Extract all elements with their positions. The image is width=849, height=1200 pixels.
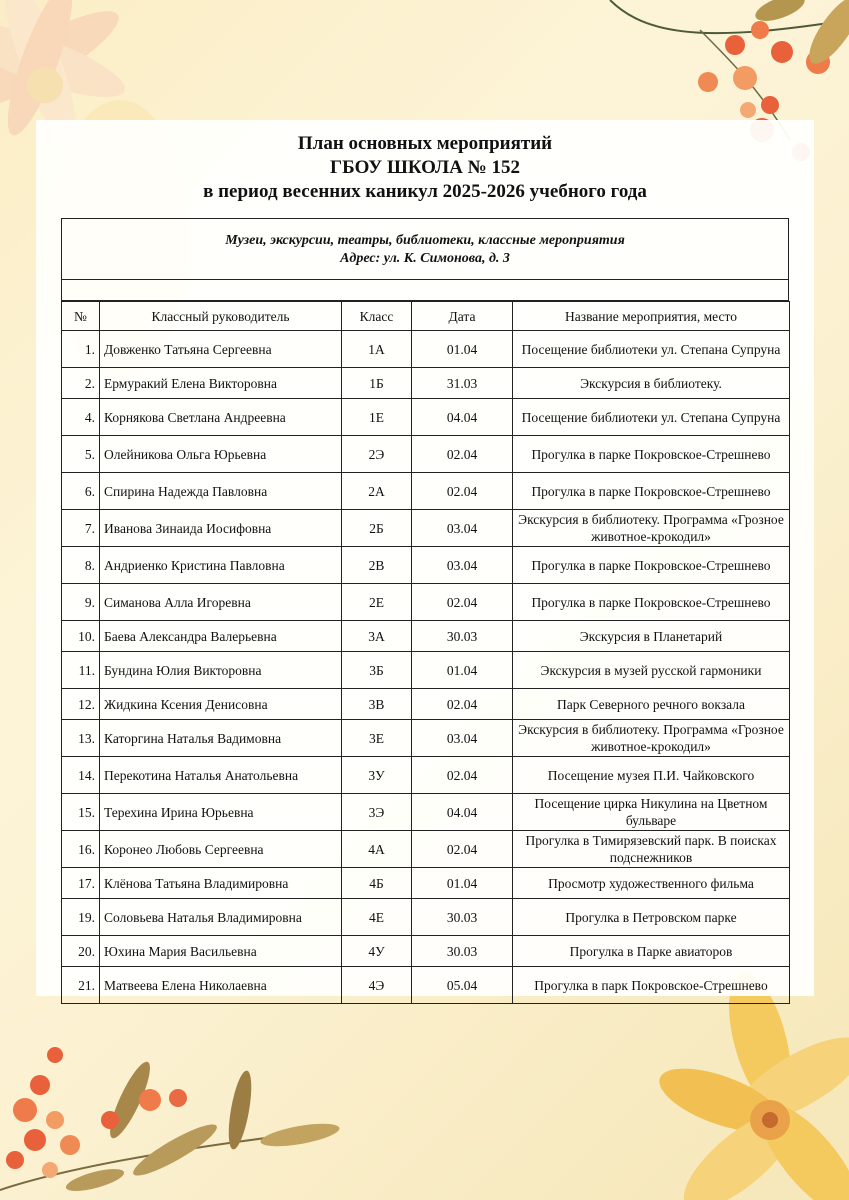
table-row — [62, 652, 790, 689]
event-name: Экскурсия в библиотеку. Программа «Грозное животное-крокодил» — [513, 720, 790, 757]
event-date: 02.04 — [412, 473, 513, 510]
event-name: Экскурсия в музей русской гармоники — [513, 652, 790, 689]
class-name: 3В — [342, 689, 412, 720]
address: Адрес: ул. К. Симонова, д. 3 — [340, 251, 510, 266]
row-number: 5. — [62, 436, 100, 473]
event-name: Прогулка в парке Покровское-Стрешнево — [513, 584, 790, 621]
event-date: 02.04 — [412, 584, 513, 621]
row-number: 14. — [62, 757, 100, 794]
table-row — [62, 331, 790, 368]
table-row — [62, 436, 790, 473]
table-row — [62, 936, 790, 967]
event-date: 30.03 — [412, 621, 513, 652]
teacher-name: Олейникова Ольга Юрьевна — [100, 436, 342, 473]
row-number: 6. — [62, 473, 100, 510]
teacher-name: Бундина Юлия Викторовна — [100, 652, 342, 689]
row-number: 7. — [62, 510, 100, 547]
class-name: 2Э — [342, 436, 412, 473]
event-date: 02.04 — [412, 436, 513, 473]
berries-bottom-left — [0, 1047, 341, 1195]
event-date: 03.04 — [412, 547, 513, 584]
event-name: Посещение библиотеки ул. Степана Супруна — [513, 331, 790, 368]
document-title — [36, 132, 814, 204]
class-name: 2Б — [342, 510, 412, 547]
event-date: 01.04 — [412, 652, 513, 689]
event-date: 04.04 — [412, 399, 513, 436]
section-header-box — [61, 218, 789, 280]
event-name: Посещение музея П.И. Чайковского — [513, 757, 790, 794]
row-number: 20. — [62, 936, 100, 967]
class-name: 2В — [342, 547, 412, 584]
teacher-name: Юхина Мария Васильевна — [100, 936, 342, 967]
event-date: 30.03 — [412, 936, 513, 967]
event-name: Прогулка в Парке авиаторов — [513, 936, 790, 967]
table-row — [62, 584, 790, 621]
event-name: Экскурсия в библиотеку. — [513, 368, 790, 399]
row-number: 17. — [62, 868, 100, 899]
row-number: 11. — [62, 652, 100, 689]
teacher-name: Соловьева Наталья Владимировна — [100, 899, 342, 936]
event-name: Прогулка в парке Покровское-Стрешнево — [513, 473, 790, 510]
row-number: 9. — [62, 584, 100, 621]
event-date: 04.04 — [412, 794, 513, 831]
table-row — [62, 399, 790, 436]
teacher-name: Спирина Надежда Павловна — [100, 473, 342, 510]
row-number: 2. — [62, 368, 100, 399]
event-name: Экскурсия в Планетарий — [513, 621, 790, 652]
class-name: 3У — [342, 757, 412, 794]
event-name: Прогулка в парке Покровское-Стрешнево — [513, 436, 790, 473]
event-name: Парк Северного речного вокзала — [513, 689, 790, 720]
row-number: 1. — [62, 331, 100, 368]
teacher-name: Клёнова Татьяна Владимировна — [100, 868, 342, 899]
event-date: 31.03 — [412, 368, 513, 399]
class-name: 3Е — [342, 720, 412, 757]
row-number: 12. — [62, 689, 100, 720]
teacher-name: Коронео Любовь Сергеевна — [100, 831, 342, 868]
teacher-name: Ермуракий Елена Викторовна — [100, 368, 342, 399]
teacher-name: Матвеева Елена Николаевна — [100, 967, 342, 1004]
table-row — [62, 868, 790, 899]
table-header-row — [62, 302, 790, 331]
row-number: 8. — [62, 547, 100, 584]
table-row — [62, 757, 790, 794]
event-date: 05.04 — [412, 967, 513, 1004]
teacher-name: Корнякова Светлана Андреевна — [100, 399, 342, 436]
row-number: 13. — [62, 720, 100, 757]
table-row — [62, 510, 790, 547]
event-date: 01.04 — [412, 331, 513, 368]
table-row — [62, 899, 790, 936]
class-name: 3Э — [342, 794, 412, 831]
header-number: № — [62, 302, 100, 331]
title-line-2: ГБОУ ШКОЛА № 152 — [330, 157, 520, 178]
class-name: 2А — [342, 473, 412, 510]
header-class: Класс — [342, 302, 412, 331]
class-name: 3Б — [342, 652, 412, 689]
event-date: 03.04 — [412, 720, 513, 757]
event-date: 02.04 — [412, 689, 513, 720]
table-row — [62, 967, 790, 1004]
table-row — [62, 720, 790, 757]
teacher-name: Терехина Ирина Юрьевна — [100, 794, 342, 831]
class-name: 4Е — [342, 899, 412, 936]
table-row — [62, 368, 790, 399]
row-number: 16. — [62, 831, 100, 868]
event-name: Прогулка в Тимирязевский парк. В поисках подснежников — [513, 831, 790, 868]
table-row — [62, 689, 790, 720]
class-name: 1А — [342, 331, 412, 368]
section-title: Музеи, экскурсии, театры, библиотеки, классные мероприятия — [225, 233, 625, 248]
teacher-name: Иванова Зинаида Иосифовна — [100, 510, 342, 547]
event-name: Прогулка в парк Покровское-Стрешнево — [513, 967, 790, 1004]
header-event: Название мероприятия, место — [513, 302, 790, 331]
teacher-name: Баева Александра Валерьевна — [100, 621, 342, 652]
row-number: 10. — [62, 621, 100, 652]
row-number: 4. — [62, 399, 100, 436]
title-line-3: в период весенних каникул 2025-2026 учебного года — [203, 181, 647, 202]
event-name: Посещение библиотеки ул. Степана Супруна — [513, 399, 790, 436]
table-row — [62, 473, 790, 510]
event-date: 01.04 — [412, 868, 513, 899]
row-number: 15. — [62, 794, 100, 831]
schedule-table — [61, 301, 790, 1004]
schedule-sheet — [36, 120, 814, 996]
event-name: Посещение цирка Никулина на Цветном бульваре — [513, 794, 790, 831]
class-name: 4Б — [342, 868, 412, 899]
class-name: 1Б — [342, 368, 412, 399]
teacher-name: Перекотина Наталья Анатольевна — [100, 757, 342, 794]
class-name: 4У — [342, 936, 412, 967]
class-name: 4Э — [342, 967, 412, 1004]
row-number: 21. — [62, 967, 100, 1004]
class-name: 4А — [342, 831, 412, 868]
class-name: 3А — [342, 621, 412, 652]
event-name: Просмотр художественного фильма — [513, 868, 790, 899]
header-teacher: Классный руководитель — [100, 302, 342, 331]
class-name: 1Е — [342, 399, 412, 436]
teacher-name: Симанова Алла Игоревна — [100, 584, 342, 621]
class-name: 2Е — [342, 584, 412, 621]
table-row — [62, 794, 790, 831]
row-number: 19. — [62, 899, 100, 936]
title-line-1: План основных мероприятий — [297, 133, 553, 154]
teacher-name: Андриенко Кристина Павловна — [100, 547, 342, 584]
teacher-name: Жидкина Ксения Денисовна — [100, 689, 342, 720]
event-name: Прогулка в парке Покровское-Стрешнево — [513, 547, 790, 584]
event-name: Прогулка в Петровском парке — [513, 899, 790, 936]
table-row — [62, 547, 790, 584]
teacher-name: Довженко Татьяна Сергеевна — [100, 331, 342, 368]
table-row — [62, 831, 790, 868]
teacher-name: Каторгина Наталья Вадимовна — [100, 720, 342, 757]
blank-row — [61, 279, 789, 301]
event-name: Экскурсия в библиотеку. Программа «Грозное животное-крокодил» — [513, 510, 790, 547]
event-date: 02.04 — [412, 757, 513, 794]
event-date: 03.04 — [412, 510, 513, 547]
event-date: 30.03 — [412, 899, 513, 936]
header-date: Дата — [412, 302, 513, 331]
event-date: 02.04 — [412, 831, 513, 868]
table-row — [62, 621, 790, 652]
